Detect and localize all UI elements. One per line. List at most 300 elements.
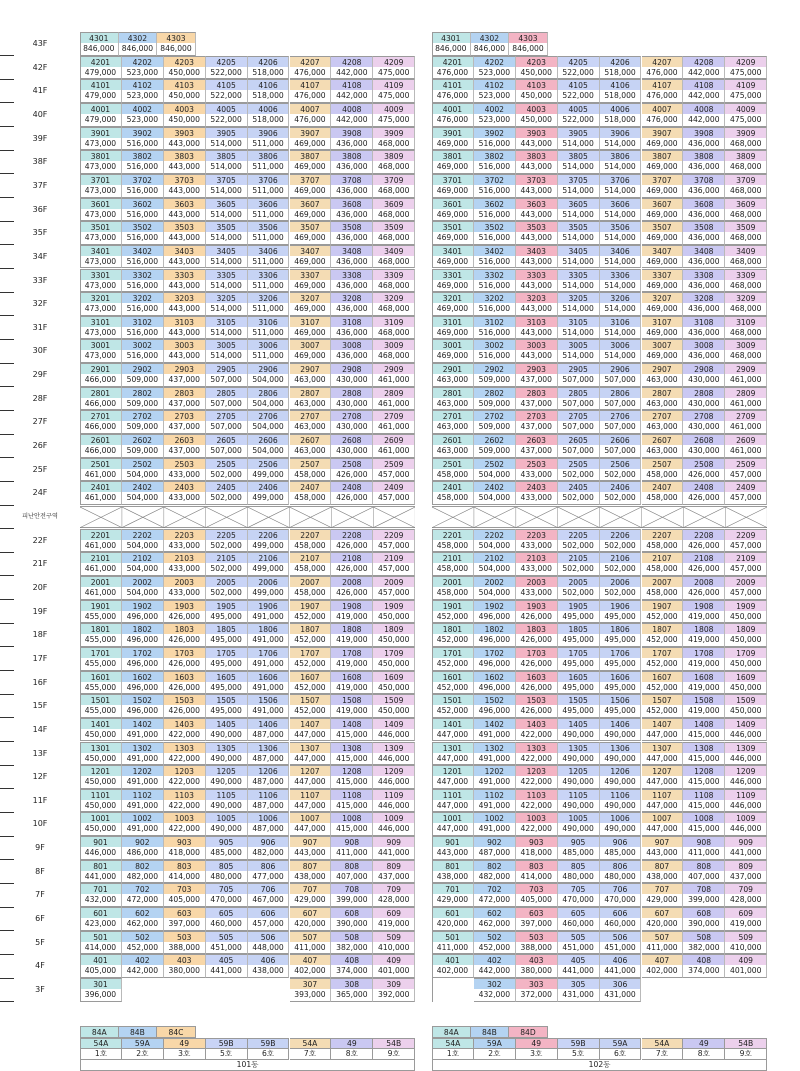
- unit-price-cell: 426,000: [516, 658, 558, 671]
- unit-price-cell: 496,000: [474, 611, 516, 624]
- unit-number-cell: 2205: [206, 529, 248, 540]
- unit-price-cell: 511,000: [248, 138, 290, 151]
- unit-number-cell: 2906: [600, 363, 642, 374]
- unit-number-cell: 3609: [725, 198, 767, 209]
- unit-number-cell: 905: [558, 836, 600, 847]
- unit-number-cell: 2905: [558, 363, 600, 374]
- unit-price-cell: 436,000: [331, 185, 373, 198]
- unit-price-cell: 457,000: [725, 540, 767, 553]
- unit-number-cell: 2606: [248, 434, 290, 445]
- floor-tick: [0, 552, 14, 553]
- unit-price-cell: 450,000: [373, 682, 415, 695]
- unit-number-cell: 3007: [642, 339, 684, 350]
- unit-price-cell: 461,000: [725, 421, 767, 434]
- unit-number-cell: 3201: [80, 292, 122, 303]
- unit-price-cell: 423,000: [80, 918, 122, 931]
- unit-number-cell: 2606: [600, 434, 642, 445]
- unit-price-cell: 476,000: [432, 114, 474, 127]
- unit-price-cell: 495,000: [206, 682, 248, 695]
- unit-number-cell: 1308: [331, 742, 373, 753]
- unit-number-cell: 305: [558, 978, 600, 989]
- unit-price-cell: 514,000: [558, 256, 600, 269]
- unit-number-cell: 602: [474, 907, 516, 918]
- unit-number-cell: 1603: [164, 671, 206, 682]
- unit-price-cell: 463,000: [290, 445, 332, 458]
- legend-size-cell: 59A: [600, 1038, 642, 1049]
- unit-price-cell: 490,000: [600, 753, 642, 766]
- legend-type-cell: 84A: [432, 1026, 471, 1038]
- unit-price-cell: 450,000: [373, 658, 415, 671]
- unit-price-cell: 437,000: [164, 398, 206, 411]
- floor-tick: [0, 599, 14, 600]
- floor-tick: [0, 481, 14, 482]
- unit-price-cell: 509,000: [474, 374, 516, 387]
- unit-price-cell: 452,000: [290, 682, 332, 695]
- unit-price-cell: 430,000: [683, 421, 725, 434]
- unit-number-cell: 4108: [683, 79, 725, 90]
- unit-number-cell: 709: [373, 883, 415, 894]
- unit-price-cell: 523,000: [122, 90, 164, 103]
- unit-number-cell: 3805: [558, 150, 600, 161]
- legend-line-cell: 9호: [725, 1049, 767, 1060]
- unit-price-cell: 433,000: [516, 587, 558, 600]
- unit-price-cell: 514,000: [206, 209, 248, 222]
- unit-number-cell: 1802: [122, 623, 164, 634]
- unit-price-cell: 455,000: [80, 658, 122, 671]
- unit-price-cell: 509,000: [474, 445, 516, 458]
- unit-number-cell: 1103: [516, 789, 558, 800]
- unit-number-cell: 1702: [122, 647, 164, 658]
- unit-number-cell: 1606: [600, 671, 642, 682]
- unit-price-cell: 504,000: [474, 587, 516, 600]
- unit-number-cell: 3706: [600, 174, 642, 185]
- building-name: 101동: [80, 1060, 415, 1071]
- unit-number-cell: 1703: [164, 647, 206, 658]
- unit-price-cell: 476,000: [642, 67, 684, 80]
- unit-price-cell: 457,000: [373, 563, 415, 576]
- unit-number-cell: 1601: [432, 671, 474, 682]
- unit-price-cell: 469,000: [642, 185, 684, 198]
- unit-number-cell: 1608: [683, 671, 725, 682]
- unit-number-cell: 706: [248, 883, 290, 894]
- unit-number-cell: 907: [290, 836, 332, 847]
- unit-price-cell: 470,000: [558, 894, 600, 907]
- unit-price-cell: 458,000: [642, 587, 684, 600]
- row-left-border: [80, 742, 81, 766]
- unit-price-cell: 388,000: [164, 942, 206, 955]
- unit-number-cell: 2002: [474, 576, 516, 587]
- legend-line-cell: 8호: [683, 1049, 725, 1060]
- unit-price-cell: 476,000: [642, 114, 684, 127]
- unit-price-cell: 495,000: [600, 611, 642, 624]
- unit-price-cell: 507,000: [600, 445, 642, 458]
- unit-price-cell: 469,000: [290, 209, 332, 222]
- unit-price-cell: 436,000: [683, 303, 725, 316]
- row-left-border: [432, 529, 433, 553]
- unit-price-cell: 441,000: [80, 871, 122, 884]
- unit-price-cell: 509,000: [474, 421, 516, 434]
- unit-number-cell: 302: [474, 978, 516, 989]
- unit-price-cell: 443,000: [516, 161, 558, 174]
- unit-number-cell: 3702: [122, 174, 164, 185]
- unit-number-cell: 3309: [373, 269, 415, 280]
- row-left-border: [432, 671, 433, 695]
- unit-price-cell: 452,000: [642, 705, 684, 718]
- unit-number-cell: 908: [683, 836, 725, 847]
- unit-number-cell: 3009: [725, 339, 767, 350]
- unit-price-cell: 846,000: [471, 43, 510, 56]
- unit-number-cell: 3508: [683, 221, 725, 232]
- unit-price-cell: 518,000: [600, 67, 642, 80]
- legend-size-cell: 54A: [80, 1038, 122, 1049]
- floor-label: 28F: [32, 393, 48, 403]
- unit-number-cell: 3701: [80, 174, 122, 185]
- unit-price-cell: 463,000: [642, 374, 684, 387]
- unit-number-cell: 2802: [474, 387, 516, 398]
- floor-tick: [0, 836, 14, 837]
- unit-number-cell: 4209: [373, 56, 415, 67]
- unit-number-cell: 2103: [516, 552, 558, 563]
- row-left-border: [432, 79, 433, 103]
- unit-price-cell: 496,000: [122, 634, 164, 647]
- unit-number-cell: 1203: [164, 765, 206, 776]
- floor-label: 9F: [35, 843, 45, 853]
- unit-price-cell: 485,000: [558, 847, 600, 860]
- unit-price-cell: 457,000: [725, 469, 767, 482]
- unit-number-cell: 3707: [290, 174, 332, 185]
- unit-price-cell: 469,000: [290, 280, 332, 293]
- unit-number-cell: 3308: [683, 269, 725, 280]
- unit-price-cell: 390,000: [683, 918, 725, 931]
- unit-price-cell: 426,000: [516, 634, 558, 647]
- unit-price-cell: 419,000: [331, 611, 373, 624]
- unit-number-cell: 3408: [683, 245, 725, 256]
- unit-price-cell: 469,000: [290, 303, 332, 316]
- unit-price-cell: 450,000: [725, 634, 767, 647]
- unit-number-cell: 3808: [683, 150, 725, 161]
- unit-price-cell: 443,000: [164, 256, 206, 269]
- unit-number-cell: 2908: [683, 363, 725, 374]
- unit-price-cell: 516,000: [474, 303, 516, 316]
- unit-number-cell: 3602: [122, 198, 164, 209]
- unit-price-cell: 463,000: [290, 421, 332, 434]
- unit-price-cell: 461,000: [725, 445, 767, 458]
- unit-number-cell: 1807: [290, 623, 332, 634]
- unit-number-cell: 3008: [683, 339, 725, 350]
- unit-number-cell: 1802: [474, 623, 516, 634]
- unit-price-cell: 431,000: [558, 989, 600, 1002]
- unit-price-cell: 509,000: [122, 374, 164, 387]
- unit-price-cell: 443,000: [164, 303, 206, 316]
- unit-price-cell: 443,000: [516, 232, 558, 245]
- unit-price-cell: 518,000: [248, 90, 290, 103]
- unit-number-cell: 1003: [164, 812, 206, 823]
- row-left-border: [432, 174, 433, 198]
- unit-price-cell: 514,000: [600, 161, 642, 174]
- unit-price-cell: 443,000: [164, 232, 206, 245]
- row-left-border: [432, 150, 433, 174]
- unit-number-cell: 2203: [516, 529, 558, 540]
- row-left-border: [432, 339, 433, 363]
- unit-number-cell: 1108: [683, 789, 725, 800]
- unit-number-cell: 3909: [725, 127, 767, 138]
- unit-price-cell: 436,000: [683, 327, 725, 340]
- unit-price-cell: 511,000: [248, 185, 290, 198]
- unit-price-cell: 415,000: [331, 823, 373, 836]
- floor-label: 41F: [32, 86, 48, 96]
- legend-line-cell: 9호: [373, 1049, 415, 1060]
- unit-price-cell: 422,000: [164, 753, 206, 766]
- unit-price-cell: 458,000: [290, 469, 332, 482]
- unit-number-cell: 2007: [642, 576, 684, 587]
- unit-number-cell: 2105: [558, 552, 600, 563]
- unit-number-cell: 2909: [725, 363, 767, 374]
- unit-number-cell: 2803: [164, 387, 206, 398]
- legend-type-cell: 84B: [471, 1026, 510, 1038]
- unit-number-cell: 1308: [683, 742, 725, 753]
- unit-price-cell: 491,000: [122, 753, 164, 766]
- row-left-border: [80, 79, 81, 103]
- unit-price-cell: 499,000: [248, 492, 290, 505]
- floor-label: 42F: [32, 62, 48, 72]
- unit-price-cell: 411,000: [290, 942, 332, 955]
- unit-number-cell: 409: [725, 954, 767, 965]
- unit-number-cell: 3503: [516, 221, 558, 232]
- unit-number-cell: 2009: [373, 576, 415, 587]
- unit-price-cell: 430,000: [683, 398, 725, 411]
- unit-price-cell: 447,000: [432, 800, 474, 813]
- floor-tick: [0, 575, 14, 576]
- unit-price-cell: 447,000: [432, 776, 474, 789]
- unit-price-cell: 390,000: [331, 918, 373, 931]
- unit-number-cell: 3205: [206, 292, 248, 303]
- unit-number-cell: 409: [373, 954, 415, 965]
- unit-price-cell: 487,000: [248, 753, 290, 766]
- unit-price-cell: 514,000: [600, 280, 642, 293]
- unit-price-cell: 428,000: [725, 894, 767, 907]
- unit-price-cell: 502,000: [600, 469, 642, 482]
- row-left-border: [80, 387, 81, 411]
- unit-number-cell: 806: [248, 860, 290, 871]
- unit-price-cell: 374,000: [683, 965, 725, 978]
- row-left-border: [80, 623, 81, 647]
- legend-size-cell: 54B: [725, 1038, 767, 1049]
- unit-number-cell: 1506: [248, 694, 290, 705]
- unit-number-cell: 1807: [642, 623, 684, 634]
- unit-number-cell: 1307: [290, 742, 332, 753]
- unit-price-cell: 422,000: [164, 729, 206, 742]
- unit-number-cell: 2407: [642, 481, 684, 492]
- floor-tick: [0, 221, 14, 222]
- unit-number-cell: 1408: [683, 718, 725, 729]
- unit-number-cell: 4201: [80, 56, 122, 67]
- unit-number-cell: 1409: [725, 718, 767, 729]
- unit-number-cell: 3407: [642, 245, 684, 256]
- unit-number-cell: 1607: [290, 671, 332, 682]
- unit-number-cell: 1908: [331, 600, 373, 611]
- unit-price-cell: 443,000: [642, 847, 684, 860]
- legend-line-cell: 1호: [80, 1049, 122, 1060]
- unit-number-cell: 2206: [600, 529, 642, 540]
- unit-price-cell: 426,000: [683, 540, 725, 553]
- unit-number-cell: 4008: [331, 103, 373, 114]
- unit-number-cell: 3708: [683, 174, 725, 185]
- unit-number-cell: 2803: [516, 387, 558, 398]
- row-left-border: [80, 292, 81, 316]
- unit-price-cell: 516,000: [122, 232, 164, 245]
- unit-price-cell: 426,000: [516, 682, 558, 695]
- unit-price-cell: 514,000: [600, 138, 642, 151]
- unit-price-cell: 502,000: [206, 492, 248, 505]
- unit-number-cell: 1102: [122, 789, 164, 800]
- unit-price-cell: 476,000: [290, 90, 332, 103]
- unit-number-cell: 4006: [600, 103, 642, 114]
- unit-price-cell: 495,000: [558, 705, 600, 718]
- unit-number-cell: 2901: [80, 363, 122, 374]
- unit-number-cell: 1808: [331, 623, 373, 634]
- unit-price-cell: 422,000: [164, 823, 206, 836]
- row-left-border: [432, 576, 433, 600]
- unit-price-cell: 436,000: [331, 303, 373, 316]
- unit-number-cell: 3109: [373, 316, 415, 327]
- unit-number-cell: 902: [474, 836, 516, 847]
- unit-number-cell: 1907: [290, 600, 332, 611]
- unit-price-cell: 436,000: [683, 232, 725, 245]
- unit-number-cell: 2909: [373, 363, 415, 374]
- unit-number-cell: 3005: [206, 339, 248, 350]
- unit-price-cell: 436,000: [683, 350, 725, 363]
- unit-price-cell: 469,000: [432, 161, 474, 174]
- unit-price-cell: 422,000: [164, 800, 206, 813]
- unit-number-cell: 3401: [432, 245, 474, 256]
- unit-number-cell: 2705: [206, 410, 248, 421]
- unit-number-cell: 4202: [474, 56, 516, 67]
- unit-price-cell: 443,000: [516, 303, 558, 316]
- row-left-border: [432, 410, 433, 434]
- unit-price-cell: 514,000: [558, 350, 600, 363]
- unit-number-cell: 1507: [642, 694, 684, 705]
- floor-label: 11F: [32, 795, 48, 805]
- unit-number-cell: 4205: [206, 56, 248, 67]
- unit-number-cell: 3001: [432, 339, 474, 350]
- unit-price-cell: 490,000: [600, 729, 642, 742]
- unit-number-cell: 3901: [80, 127, 122, 138]
- unit-number-cell: 4003: [516, 103, 558, 114]
- unit-number-cell: 605: [558, 907, 600, 918]
- unit-number-cell: 2501: [432, 458, 474, 469]
- unit-price-cell: 461,000: [80, 587, 122, 600]
- unit-price-cell: 504,000: [474, 492, 516, 505]
- unit-number-cell: 809: [373, 860, 415, 871]
- unit-number-cell: 2707: [290, 410, 332, 421]
- unit-price-cell: 482,000: [122, 871, 164, 884]
- unit-price-cell: 401,000: [373, 965, 415, 978]
- unit-number-cell: 3401: [80, 245, 122, 256]
- unit-price-cell: 507,000: [558, 445, 600, 458]
- unit-number-cell: 1309: [373, 742, 415, 753]
- unit-number-cell: 906: [248, 836, 290, 847]
- unit-number-cell: 601: [432, 907, 474, 918]
- unit-price-cell: 522,000: [206, 114, 248, 127]
- unit-number-cell: 2602: [474, 434, 516, 445]
- unit-price-cell: 491,000: [474, 776, 516, 789]
- unit-number-cell: 3302: [474, 269, 516, 280]
- unit-number-cell: 2005: [206, 576, 248, 587]
- legend-size-cell: 49: [331, 1038, 373, 1049]
- unit-number-cell: 1805: [206, 623, 248, 634]
- unit-price-cell: 509,000: [474, 398, 516, 411]
- unit-price-cell: 405,000: [516, 894, 558, 907]
- unit-number-cell: 3801: [432, 150, 474, 161]
- unit-number-cell: 4209: [725, 56, 767, 67]
- unit-price-cell: 446,000: [373, 800, 415, 813]
- unit-price-cell: 433,000: [516, 540, 558, 553]
- unit-price-cell: 452,000: [432, 658, 474, 671]
- unit-number-cell: 1102: [474, 789, 516, 800]
- unit-number-cell: 401: [432, 954, 474, 965]
- unit-number-cell: 706: [600, 883, 642, 894]
- floor-label: 39F: [32, 133, 48, 143]
- floor-label: 36F: [32, 204, 48, 214]
- unit-price-cell: 468,000: [373, 327, 415, 340]
- unit-number-cell: 2706: [600, 410, 642, 421]
- unit-number-cell: 2507: [642, 458, 684, 469]
- unit-number-cell: 2109: [373, 552, 415, 563]
- unit-price-cell: 436,000: [331, 280, 373, 293]
- unit-number-cell: 2806: [248, 387, 290, 398]
- unit-price-cell: 491,000: [474, 729, 516, 742]
- row-left-border: [432, 316, 433, 340]
- unit-price-cell: 451,000: [600, 942, 642, 955]
- unit-price-cell: 514,000: [600, 327, 642, 340]
- legend-type-cell: 84C: [157, 1026, 196, 1038]
- row-left-border: [432, 907, 433, 931]
- unit-price-cell: 511,000: [248, 232, 290, 245]
- unit-number-cell: 1709: [373, 647, 415, 658]
- unit-number-cell: 3501: [432, 221, 474, 232]
- unit-price-cell: 514,000: [206, 350, 248, 363]
- unit-price-cell: 491,000: [248, 682, 290, 695]
- floor-label: 33F: [32, 275, 48, 285]
- unit-price-cell: 496,000: [122, 658, 164, 671]
- unit-price-cell: 419,000: [683, 682, 725, 695]
- floor-tick: [0, 79, 14, 80]
- unit-price-cell: 514,000: [558, 303, 600, 316]
- unit-number-cell: 3507: [642, 221, 684, 232]
- unit-number-cell: 2508: [331, 458, 373, 469]
- unit-price-cell: 426,000: [331, 563, 373, 576]
- row-left-border: [80, 103, 81, 127]
- unit-price-cell: 468,000: [725, 350, 767, 363]
- unit-number-cell: 1107: [290, 789, 332, 800]
- unit-number-cell: 406: [248, 954, 290, 965]
- unit-number-cell: 1708: [331, 647, 373, 658]
- unit-price-cell: 516,000: [474, 232, 516, 245]
- unit-price-cell: 430,000: [331, 421, 373, 434]
- unit-number-cell: 807: [642, 860, 684, 871]
- unit-number-cell: 1605: [206, 671, 248, 682]
- row-left-border: [80, 954, 81, 978]
- unit-price-cell: 491,000: [122, 776, 164, 789]
- unit-number-cell: 3808: [331, 150, 373, 161]
- unit-price-cell: 457,000: [373, 540, 415, 553]
- unit-price-cell: 436,000: [683, 256, 725, 269]
- legend-size-cell: 59B: [558, 1038, 600, 1049]
- unit-number-cell: 901: [432, 836, 474, 847]
- row-left-border: [80, 931, 81, 955]
- unit-price-cell: 437,000: [725, 871, 767, 884]
- unit-price-cell: 443,000: [164, 327, 206, 340]
